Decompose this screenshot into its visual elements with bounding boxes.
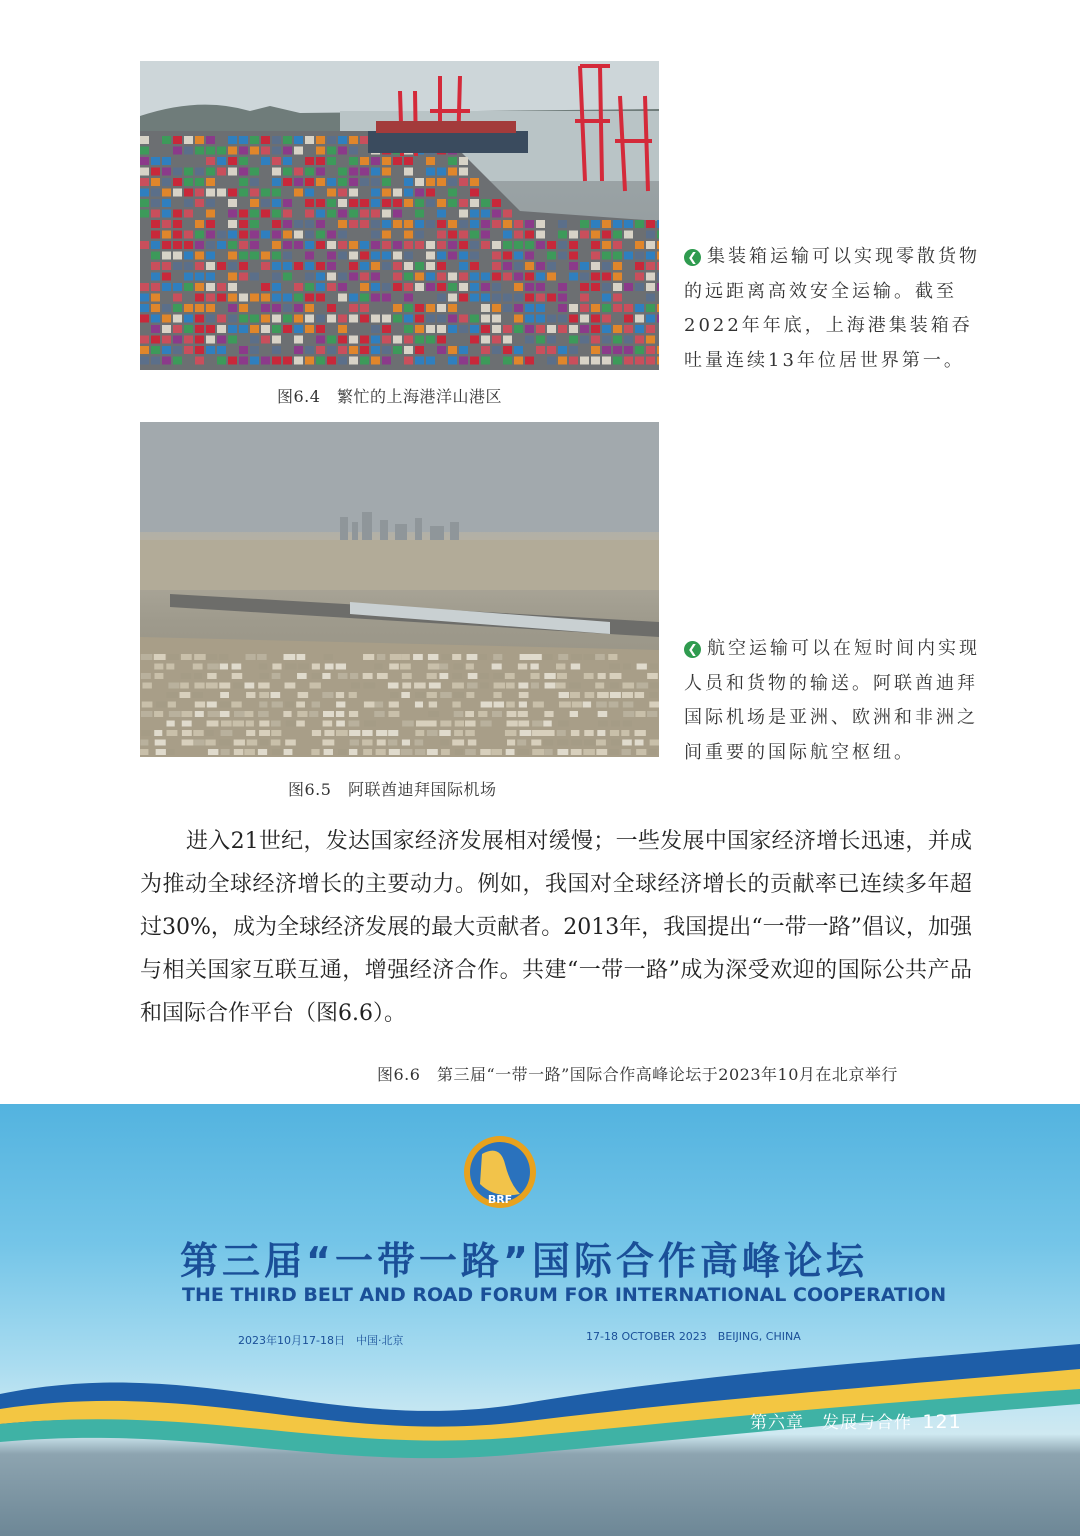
banner-date-cn: 2023年10月17-18日 中国·北京 xyxy=(238,1334,404,1347)
brf-logo-text: BRF xyxy=(487,1193,513,1206)
arrow-left-icon: ❮ xyxy=(684,641,701,658)
figure-6-6-caption: 图6.6 第三届“一带一路”国际合作高峰论坛于2023年10月在北京举行 xyxy=(377,1065,898,1084)
page-footer xyxy=(750,1408,962,1433)
figure-6-4-note-text: 集装箱运输可以实现零散货物的远距离高效安全运输。截至2022年年底，上海港集装箱吞吐量连续13年位居世界第一。 xyxy=(684,246,980,371)
figure-6-5-caption: 图6.5 阿联酋迪拜国际机场 xyxy=(288,780,497,799)
banner-date-en: 17-18 OCTOBER 2023 BEIJING, CHINA xyxy=(586,1330,801,1343)
figure-6-4-note xyxy=(684,240,984,378)
arrow-left-icon: ❮ xyxy=(684,249,701,266)
figure-6-5-note xyxy=(684,632,984,770)
body-paragraph: 进入21世纪，发达国家经济发展相对缓慢；一些发展中国家经济增长迅速，并成为推动全球经济增长的主要动力。例如，我国对全球经济增长的贡献率已连续多年超过30%，成为全球经济发展的最大贡献者。2013年，我国提出“一带一路”倡议，加强与相关国家互联互通，增强经济合作。共建“一带一路”成为深受欢迎的国际公共产品和国际合作平台（图6.6）。 xyxy=(140,829,972,1026)
banner-waves xyxy=(0,1104,1080,1536)
page-number: 121 xyxy=(922,1411,962,1433)
dubai-airport-photo xyxy=(140,422,659,757)
shanghai-port-photo xyxy=(140,61,659,370)
dubai-airport-illustration xyxy=(140,422,659,757)
banner-title-en: THE THIRD BELT AND ROAD FORUM FOR INTERNATIONAL COOPERATION xyxy=(182,1284,947,1306)
figure-6-5-note-text: 航空运输可以在短时间内实现人员和货物的输送。阿联酋迪拜国际机场是亚洲、欧洲和非洲之间重要的国际航空枢纽。 xyxy=(684,638,980,763)
body-text xyxy=(140,820,972,1035)
chapter-label: 第六章 发展与合作 xyxy=(750,1413,912,1433)
shanghai-port-illustration xyxy=(140,61,659,370)
figure-6-4-caption: 图6.4 繁忙的上海港洋山港区 xyxy=(277,387,502,406)
banner-title-cn: 第三届“一带一路”国际合作高峰论坛 xyxy=(180,1239,868,1283)
forum-banner-photo xyxy=(0,1104,1080,1536)
